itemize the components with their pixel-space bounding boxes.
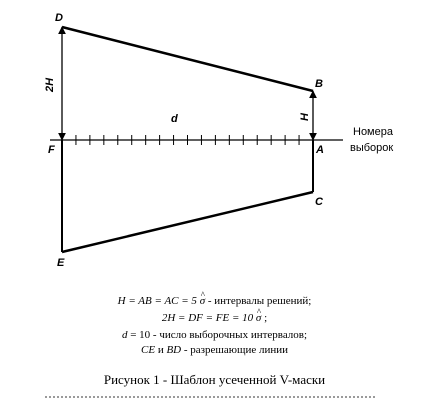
point-F-label: F (48, 144, 55, 156)
legend-4-text: - разрешающие линии (181, 344, 288, 356)
legend-line-3 (0, 328, 429, 343)
line-DB (62, 27, 313, 91)
sigma-symbol: σ ^ (256, 312, 261, 324)
sigma-symbol: σ ^ (200, 295, 205, 307)
legend-1-text: - интервалы решений; (205, 295, 312, 307)
legend-line-4 (0, 343, 429, 358)
point-E-label: E (57, 257, 65, 269)
dimension-2H-label: 2H (44, 77, 56, 92)
axis-label-line1: Номера (353, 126, 393, 138)
line-EC (62, 192, 313, 252)
point-B-label: B (315, 78, 323, 90)
legend-line-1 (0, 294, 429, 309)
legend-4-mid: и (155, 344, 167, 356)
legend-4-math: CE (141, 344, 156, 356)
legend-2-text: ; (261, 312, 268, 324)
point-C-label: C (315, 196, 323, 208)
point-A-label: A (316, 144, 324, 156)
legend-line-2 (0, 311, 429, 326)
axis-label-line2: выборок (350, 142, 394, 154)
legend-3-text: = 10 - число выборочных интервалов; (127, 329, 308, 341)
figure-caption: Рисунок 1 - Шаблон усеченной V-маски (103, 372, 326, 387)
legend-4-math2: BD (166, 344, 182, 356)
dimension-d-label: d (171, 113, 178, 125)
dimension-H-label: H (299, 113, 311, 121)
legend-2-math: 2H = DF = FE = 10 (161, 312, 254, 324)
point-D-label: D (55, 12, 63, 24)
cut-off-line (45, 396, 375, 402)
legend-3-math: d (121, 329, 128, 341)
legend-1-math: H = AB = AC = 5 (117, 295, 197, 307)
